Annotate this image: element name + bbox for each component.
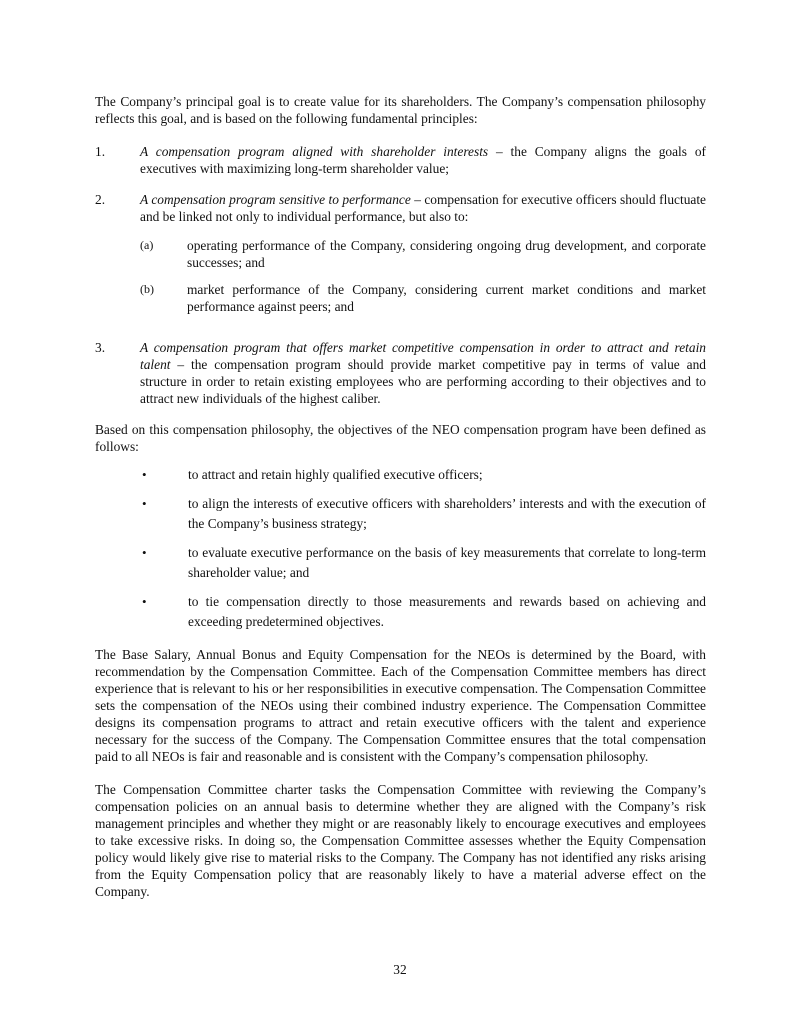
list-item [95,494,706,534]
intro-paragraph: The Company’s principal goal is to create value for its shareholders. The Company’s compensation philosophy reflects this goal, and is based on the following fundamental principles: [95,94,706,126]
list-item [95,543,706,583]
page-number: 32 [393,962,407,977]
objectives-intro: Based on this compensation philosophy, the objectives of the NEO compensation program have been defined as follows: [95,422,706,454]
sub-list [140,237,706,315]
principle-number: 1. [95,144,106,159]
list-item-text: to tie compensation directly to those measurements and rewards based on achieving and exceeding predetermined objectives. [188,594,706,629]
bullet-icon: • [142,545,147,560]
principle-text: – the Company aligns the goals of executives with maximizing long-term shareholder value; [140,144,706,176]
sub-item-text: market performance of the Company, considering current market conditions and market performance against peers; and [187,282,706,314]
document-page [95,93,706,916]
bullet-icon: • [142,594,147,609]
principle-text: – the compensation program should provide market competitive pay in terms of value and structure in order to retain existing employees who are performing according to their objectives and to attract new individuals of the highest caliber. [140,357,706,406]
principle-number: 2. [95,192,106,207]
list-item [95,465,706,485]
list-item-text: to align the interests of executive officers with shareholders’ interests and with the execution of the Company’s business strategy; [188,496,706,531]
principle-text: – compensation for executive officers should fluctuate and be linked not only to individual performance, but also to: [140,192,706,224]
principle-number: 3. [95,340,106,355]
principle-title: A compensation program aligned with shareholder interests [140,144,489,159]
sub-item-label: (a) [140,238,154,252]
list-item-text: to evaluate executive performance on the basis of key measurements that correlate to long-term shareholder value; and [188,545,706,580]
principle-title: A compensation program sensitive to performance [140,192,411,207]
sub-item [140,281,706,315]
bullet-icon: • [142,467,147,482]
principle-item [95,191,706,325]
objectives-list [95,465,706,632]
principle-item [95,339,706,407]
charter-paragraph: The Compensation Committee charter tasks the Compensation Committee with reviewing the Company’s compensation policies on an annual basis to determine whether they are aligned with the Company’s risk management principles and whether they might or are reasonably likely to encourage executives and employees to take excessive risks. In doing so, the Compensation Committee assesses whether the Equity Compensation policy would likely give rise to material risks to the Company. The Company has not identified any risks arising from the Equity Compensation policy that are reasonably likely to have a material adverse effect on the Company. [95,782,706,899]
sub-item-text: operating performance of the Company, considering ongoing drug development, and corporate successes; and [187,238,706,270]
list-item [95,592,706,632]
sub-item [140,237,706,271]
principle-item [95,143,706,177]
board-paragraph: The Base Salary, Annual Bonus and Equity Compensation for the NEOs is determined by the Board, with recommendation by the Compensation Committee. Each of the Compensation Committee members has direct experience that is relevant to his or her responsibilities in executive compensation. The Compensation Committee sets the compensation of the NEOs using their combined industry experience. The Compensation Committee designs its compensation programs to attract and retain executive officers with the talent and experience necessary for the success of the Company. The Compensation Committee ensures that the total compensation paid to all NEOs is fair and reasonable and is consistent with the Company’s compensation philosophy. [95,647,706,764]
list-item-text: to attract and retain highly qualified executive officers; [188,467,483,482]
principle-title: A compensation program that offers market competitive compensation in order to attract and retain talent [140,340,706,372]
bullet-icon: • [142,496,147,511]
sub-item-label: (b) [140,282,154,296]
